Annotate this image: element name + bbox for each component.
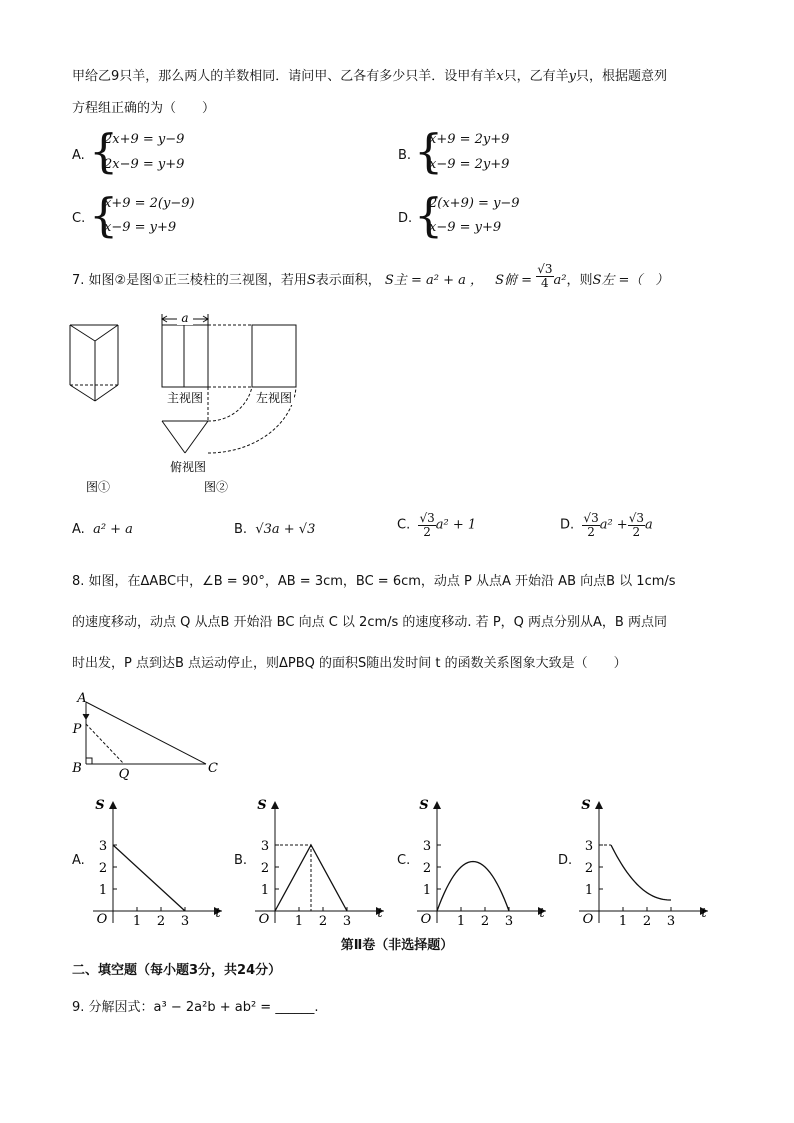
y-tick-label: 2 — [584, 861, 594, 876]
y-axis-arrow-icon — [271, 801, 279, 809]
q6-option-a-eq2: 2x−9 = y+9 — [104, 157, 185, 172]
y-axis-label: S — [257, 798, 267, 813]
origin-label: O — [96, 912, 108, 925]
x-axis-label: t — [377, 906, 383, 921]
vertex-a: A — [77, 691, 87, 706]
vertex-c: C — [208, 761, 218, 776]
curve-line — [611, 845, 671, 900]
y-axis-label: S — [419, 798, 429, 813]
brace-icon: { — [414, 124, 444, 178]
q8-option-a-label: A. — [72, 853, 85, 868]
point-q: Q — [118, 767, 130, 782]
fig1-label: 图① — [85, 480, 111, 494]
q6-option-d-eq2: x−9 = y+9 — [429, 220, 502, 235]
q8-stem-line3: 时出发，P 点到达B 点运动停止，则ΔPBQ 的面积S随出发时间 t 的函数关系图象大致是（ ） — [72, 656, 627, 671]
x-tick-label: 2 — [156, 914, 166, 925]
y-tick-label: 1 — [260, 883, 270, 898]
point-p: P — [72, 722, 82, 737]
y-tick-label: 2 — [98, 861, 108, 876]
q8-stem-line1: 8. 如图，在ΔABC中，∠B = 90°，AB = 3cm，BC = 6cm，动点 P 从点A 开始沿 AB 向点B 以 1cm/s — [72, 574, 676, 589]
q7-three-view-figure — [60, 305, 320, 500]
dimension-a-label: a — [181, 311, 189, 325]
q7-option-c: C. $\frac{√3}{2}$ a² + 1 — [397, 511, 477, 539]
q8-option-b-label: B. — [234, 853, 248, 868]
y-tick-label: 3 — [584, 839, 594, 854]
x-axis-label: t — [215, 906, 221, 921]
q9-stem: 9. 分解因式：a³ − 2a²b + ab² = ______. — [72, 1000, 319, 1015]
x-axis-label: t — [539, 906, 545, 921]
q6-option-b-eq1: x+9 = 2y+9 — [429, 132, 510, 147]
y-axis-arrow-icon — [109, 801, 117, 809]
x-tick-label: 2 — [318, 914, 328, 925]
brace-icon: { — [89, 124, 119, 178]
origin-label: O — [582, 912, 594, 925]
q7-option-b: B. √3a + √3 — [234, 522, 316, 537]
section-title: 二、填空题（每小题3分，共24分） — [72, 963, 282, 978]
curve-line — [113, 845, 185, 911]
fig2-label: 图② — [203, 480, 229, 494]
y-tick-label: 3 — [98, 839, 108, 854]
q8-triangle-figure — [66, 688, 228, 782]
q8-graph-a — [88, 795, 228, 925]
y-tick-label: 2 — [422, 861, 432, 876]
y-tick-label: 1 — [422, 883, 432, 898]
prism-drawing — [70, 325, 118, 401]
q6-option-a-eq1: 2x+9 = y−9 — [104, 132, 185, 147]
q8-graph-c — [412, 795, 552, 925]
q8-option-c-label: C. — [397, 853, 411, 868]
q6-stem-line2: 方程组正确的为（ ） — [72, 101, 216, 116]
y-tick-label: 3 — [260, 839, 270, 854]
y-tick-label: 3 — [422, 839, 432, 854]
y-tick-label: 2 — [260, 861, 270, 876]
y-axis-label: S — [95, 798, 105, 813]
top-view-label: 俯视图 — [169, 460, 207, 474]
projection-lines — [162, 325, 296, 453]
y-axis-arrow-icon — [595, 801, 603, 809]
y-axis-label: S — [581, 798, 591, 813]
brace-icon: { — [89, 188, 119, 242]
x-tick-label: 1 — [132, 914, 142, 925]
q6-option-c-label: C. — [72, 211, 86, 226]
x-axis-label: t — [701, 906, 707, 921]
vertex-b: B — [72, 761, 82, 776]
x-tick-label: 2 — [642, 914, 652, 925]
origin-label: O — [258, 912, 270, 925]
part2-title: 第Ⅱ卷（非选择题） — [340, 938, 454, 953]
x-tick-label: 1 — [618, 914, 628, 925]
brace-icon: { — [414, 188, 444, 242]
x-tick-label: 2 — [480, 914, 490, 925]
left-view — [252, 325, 296, 387]
front-view-label: 主视图 — [166, 391, 204, 405]
q6-option-d-eq1: 2(x+9) = y−9 — [429, 196, 520, 211]
q6-option-c-eq2: x−9 = y+9 — [104, 220, 177, 235]
x-tick-label: 3 — [342, 914, 352, 925]
q6-option-d-label: D. — [398, 211, 413, 226]
y-tick-label: 1 — [98, 883, 108, 898]
q6-option-c-eq1: x+9 = 2(y−9) — [104, 196, 195, 211]
origin-label: O — [420, 912, 432, 925]
x-tick-label: 1 — [456, 914, 466, 925]
q8-graph-b — [250, 795, 390, 925]
x-tick-label: 1 — [294, 914, 304, 925]
q6-option-a-label: A. — [72, 148, 85, 163]
x-tick-label: 3 — [504, 914, 514, 925]
q7-option-d: D. $\frac{√3}{2}$ a² + $\frac{√3}{2}$ a — [560, 511, 653, 539]
q6-stem-line1: 甲给乙9只羊，那么两人的羊数相同．请问甲、乙各有多少只羊．设甲有羊x只，乙有羊y只，根据题意列 — [72, 69, 668, 84]
q7-stem: 7. 如图②是图①正三棱柱的三视图，若用S表示面积， S主 = a² + a ， S俯 = $\frac{√3}{4}$ a²，则S左 =（ ） — [72, 262, 669, 290]
x-tick-label: 3 — [666, 914, 676, 925]
x-tick-label: 3 — [180, 914, 190, 925]
left-view-label: 左视图 — [255, 391, 293, 405]
q6-option-b-eq2: x−9 = 2y+9 — [429, 157, 510, 172]
y-tick-label: 1 — [584, 883, 594, 898]
front-view — [162, 325, 208, 387]
top-view — [162, 421, 208, 453]
y-axis-arrow-icon — [433, 801, 441, 809]
q6-option-b-label: B. — [398, 148, 412, 163]
q7-option-a: A. a² + a — [72, 522, 133, 537]
q8-graph-d — [574, 795, 714, 925]
q8-stem-line2: 的速度移动，动点 Q 从点B 开始沿 BC 向点 C 以 2cm/s 的速度移动. 若 P，Q 两点分别从A，B 两点同 — [72, 615, 667, 630]
q8-option-d-label: D. — [558, 853, 573, 868]
curve-line — [437, 862, 509, 912]
